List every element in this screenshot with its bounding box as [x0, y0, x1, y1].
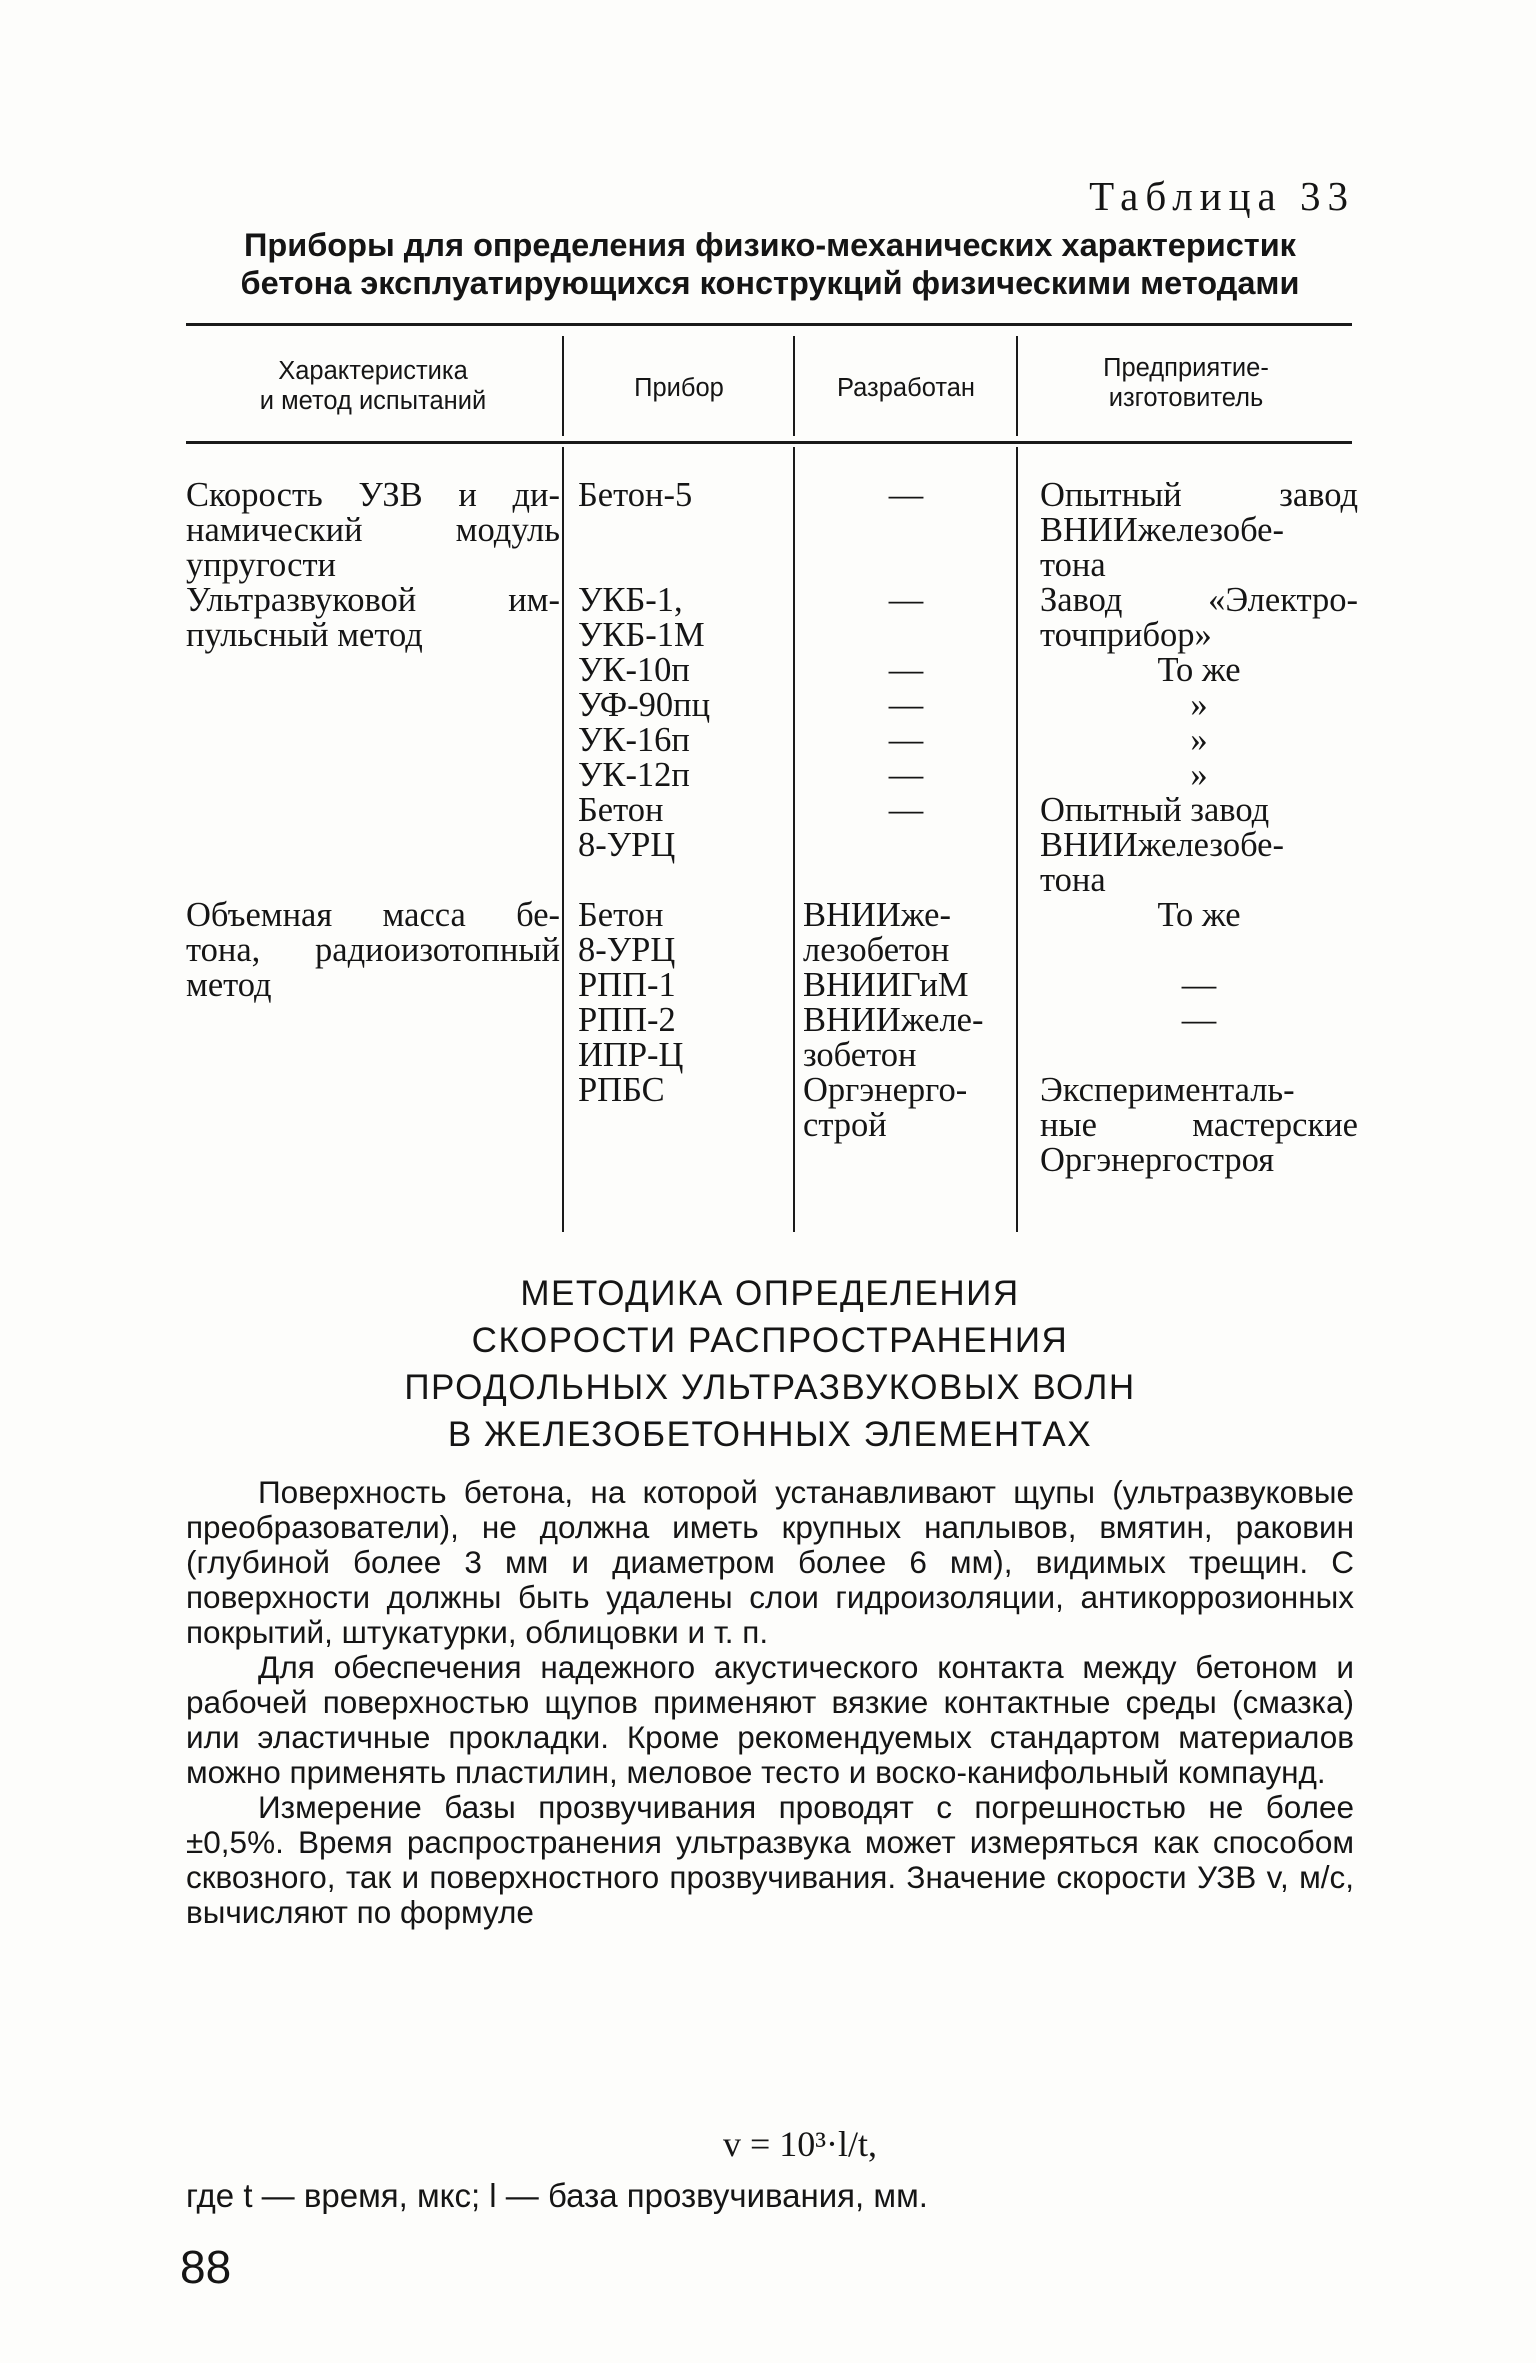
- page-number: 88: [180, 2241, 232, 2293]
- device-cell: Бетон 8-УРЦ РПП-1 РПП-2 ИПР-Ц РПБС: [578, 896, 684, 1109]
- header-manufacturer: Предприятие- изготовитель: [1103, 354, 1269, 412]
- table-number: Таблица 33: [1089, 173, 1355, 219]
- manufacturer-cell: Завод «Электро- точприбор» То же » » » Опытный завод ВНИИжелезобе- тона: [1040, 581, 1358, 899]
- column-divider: [562, 447, 564, 1232]
- column-divider: [562, 336, 564, 436]
- developer-cell: — — — — — —: [888, 581, 924, 829]
- header-developer: Разработан: [837, 374, 975, 402]
- column-divider: [793, 447, 795, 1232]
- header-method: Характеристика и метод испытаний: [259, 357, 487, 415]
- device-cell: УКБ-1, УКБ-1М УК-10п УФ-90пц УК-16п УК-12п Бетон 8-УРЦ: [578, 581, 711, 864]
- developer-cell: ВНИИже- лезобетон ВНИИГиМ ВНИИжеле- зобетон Оргэнерго- строй: [803, 896, 984, 1144]
- paragraph: Поверхность бетона, на которой устанавливают щупы (ультразвуковые преобразователи), не должна иметь крупных наплывов, вмятин, раковин (глубиной более 3 мм и диаметром более 6 мм), видимых трещин. С поверхности должны быть удалены слои гидроизоляции, антикоррозионных покрытий, штукатурки, облицовки и т. п.: [186, 1474, 1354, 1650]
- table-title: Приборы для определения физико-механических характеристик бетона эксплуатирующихся конструкций физическими методами: [240, 227, 1300, 301]
- paragraph: Для обеспечения надежного акустического контакта между бетоном и рабочей поверхностью щупов применяют вязкие контактные среды (смазка) или эластичные прокладки. Кроме рекомендуемых стандартом материалов можно применять пластилин, меловое тесто и воско-канифольный компаунд.: [186, 1649, 1354, 1790]
- header-device: Прибор: [634, 374, 724, 402]
- developer-cell: —: [888, 476, 924, 514]
- formula-legend: где t — время, мкс; l — база прозвучивания, мм.: [186, 2177, 928, 2214]
- manufacturer-cell: То же — — Эксперименталь- ные мастерские Оргэнергостроя: [1040, 896, 1358, 1179]
- paragraph: Измерение базы прозвучивания проводят с погрешностью не более ±0,5%. Время распространения ультразвука может измеряться как способом сквозного, так и поверхностного прозвучивания. Значение скорости УЗВ v, м/с, вычисляют по формуле: [186, 1789, 1354, 1930]
- table-top-rule: [186, 323, 1352, 326]
- column-divider: [793, 336, 795, 436]
- device-cell: Бетон-5: [578, 476, 693, 514]
- section-heading: МЕТОДИКА ОПРЕДЕЛЕНИЯ СКОРОСТИ РАСПРОСТРАНЕНИЯ ПРОДОЛЬНЫХ УЛЬТРАЗВУКОВЫХ ВОЛН В ЖЕЛЕЗОБЕТОННЫХ ЭЛЕМЕНТАХ: [404, 1274, 1136, 1454]
- formula: v = 10³·l/t,: [722, 2124, 878, 2164]
- manufacturer-cell: Опытный завод ВНИИжелезобе- тона: [1040, 476, 1358, 584]
- column-divider: [1016, 336, 1018, 436]
- method-cell: Ультразвуковой им- пульсный метод: [186, 581, 560, 654]
- method-cell: Скорость УЗВ и ди- намический модуль упругости: [186, 476, 560, 584]
- method-cell: Объемная масса бе- тона, радиоизотопный метод: [186, 896, 560, 1004]
- body-text: [186, 1475, 1354, 1930]
- table-header-rule: [186, 441, 1352, 444]
- column-divider: [1016, 447, 1018, 1232]
